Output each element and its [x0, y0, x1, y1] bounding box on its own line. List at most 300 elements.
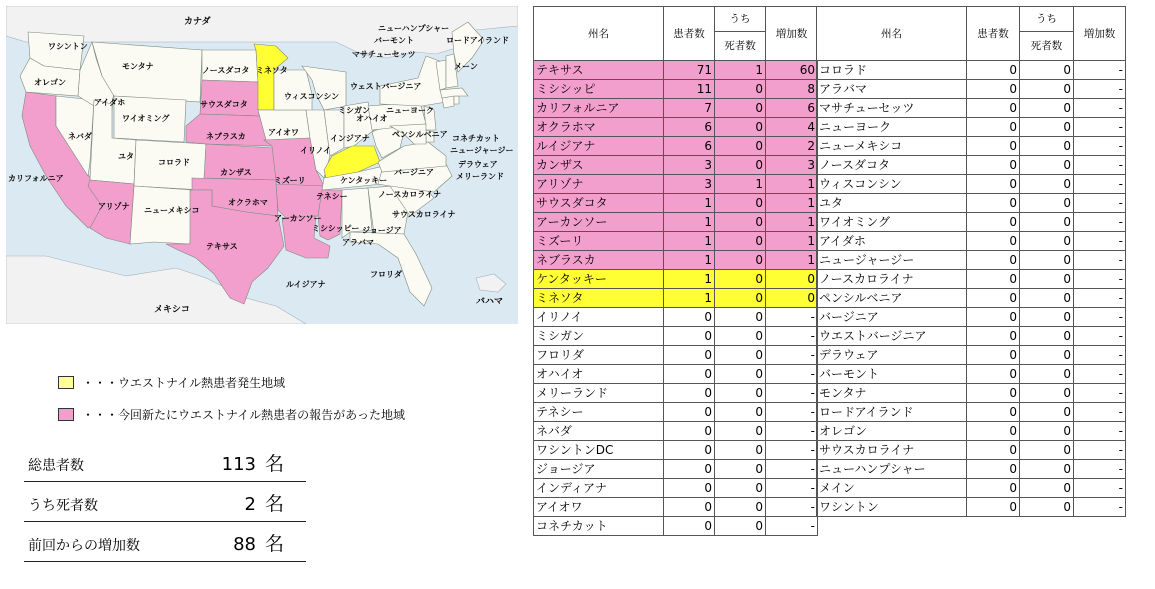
- map-label-new-mexico: ニューメキシコ: [144, 206, 200, 215]
- deaths-cell: 0: [1020, 175, 1074, 194]
- map-label-delaware: デラウェア: [458, 160, 498, 169]
- increase-cell: -: [766, 441, 818, 460]
- state-cell: ウエストバージニア: [817, 327, 967, 346]
- deaths-cell: 0: [715, 156, 766, 175]
- map-label-oregon: オレゴン: [34, 78, 66, 87]
- deaths-cell: 0: [715, 118, 766, 137]
- increase-cell: -: [766, 479, 818, 498]
- patients-cell: 0: [664, 403, 715, 422]
- table-row: [534, 289, 818, 308]
- map-label-california: カリフォルニア: [8, 174, 64, 183]
- table-row: [534, 365, 818, 384]
- increase-cell: -: [766, 460, 818, 479]
- map-label-colorado: コロラド: [158, 158, 190, 167]
- increase-cell: -: [1074, 80, 1126, 99]
- increase-cell: 1: [766, 251, 818, 270]
- increase-cell: -: [1074, 365, 1126, 384]
- patients-cell: 0: [664, 308, 715, 327]
- table-row: [817, 118, 1126, 137]
- patients-cell: 0: [967, 498, 1020, 517]
- map-label-missouri: ミズーリ: [274, 176, 306, 185]
- map-label-north-dakota: ノースダコタ: [202, 66, 250, 75]
- patients-cell: 0: [967, 422, 1020, 441]
- table-row: [817, 156, 1126, 175]
- patients-cell: 0: [664, 517, 715, 536]
- table-row: [817, 232, 1126, 251]
- map-label-alabama: アラバマ: [342, 238, 374, 247]
- table-row: [817, 346, 1126, 365]
- state-rhode-island: [454, 96, 459, 104]
- legend-swatch-new: [58, 408, 74, 421]
- map-label-connecticut: コネチカット: [452, 134, 500, 143]
- patients-cell: 0: [664, 384, 715, 403]
- table-row: [534, 99, 818, 118]
- patients-cell: 0: [664, 422, 715, 441]
- increase-cell: -: [1074, 441, 1126, 460]
- header-increase: 増加数: [1074, 7, 1126, 61]
- increase-cell: 3: [766, 156, 818, 175]
- deaths-cell: 0: [1020, 80, 1074, 99]
- state-new-mexico: [130, 186, 192, 244]
- patients-cell: 0: [967, 308, 1020, 327]
- deaths-cell: 0: [1020, 156, 1074, 175]
- state-cell: ロードアイランド: [817, 403, 967, 422]
- deaths-cell: 0: [715, 308, 766, 327]
- deaths-cell: 0: [715, 384, 766, 403]
- header-deaths: 死者数: [1020, 32, 1074, 61]
- state-south-dakota: [200, 80, 260, 116]
- patients-cell: 0: [967, 61, 1020, 80]
- header-deaths: 死者数: [715, 32, 766, 61]
- totals-row-patients: [24, 442, 306, 482]
- increase-cell: 6: [766, 99, 818, 118]
- map-label-kansas: カンザス: [220, 168, 252, 177]
- deaths-cell: 0: [1020, 479, 1074, 498]
- header-state: 州名: [817, 7, 967, 61]
- map-label-idaho: アイダホ: [94, 98, 126, 107]
- state-cell: ネブラスカ: [534, 251, 664, 270]
- state-cell: ルイジアナ: [534, 137, 664, 156]
- patients-cell: 0: [967, 118, 1020, 137]
- state-cell: アイダホ: [817, 232, 967, 251]
- map-label-new-jersey: ニュージャージー: [450, 146, 514, 155]
- table-row: [817, 441, 1126, 460]
- deaths-cell: 0: [1020, 403, 1074, 422]
- map-label-massachusetts: マサチューセッツ: [352, 50, 416, 59]
- totals-label: うち死者数: [28, 498, 98, 514]
- map-label-ohio: オハイオ: [356, 114, 388, 123]
- state-cell: インディアナ: [534, 479, 664, 498]
- table-row: [817, 137, 1126, 156]
- state-cell: ワシントンDC: [534, 441, 664, 460]
- map-label-bahamas: バハマ: [476, 297, 504, 307]
- deaths-cell: 0: [715, 251, 766, 270]
- state-cell: ワイオミング: [817, 213, 967, 232]
- table-row: [534, 61, 818, 80]
- map-label-nevada: ネバダ: [68, 132, 92, 141]
- map-label-wisconsin: ウィスコンシン: [284, 92, 340, 101]
- state-cell: テキサス: [534, 61, 664, 80]
- table-row: [534, 270, 818, 289]
- deaths-cell: 0: [715, 403, 766, 422]
- table-row: [817, 460, 1126, 479]
- map-label-oklahoma: オクラホマ: [228, 198, 268, 207]
- table-row: [534, 460, 818, 479]
- patients-cell: 0: [967, 365, 1020, 384]
- us-map: [6, 6, 518, 324]
- patients-cell: 0: [967, 327, 1020, 346]
- patients-cell: 11: [664, 80, 715, 99]
- table-row: [817, 213, 1126, 232]
- deaths-cell: 0: [715, 498, 766, 517]
- table-row: [817, 479, 1126, 498]
- table-row: [534, 441, 818, 460]
- map-label-west-virginia: ウェストバージニア: [350, 82, 422, 91]
- increase-cell: -: [766, 498, 818, 517]
- increase-cell: -: [1074, 308, 1126, 327]
- increase-cell: 0: [766, 270, 818, 289]
- increase-cell: -: [1074, 175, 1126, 194]
- table-row: [817, 194, 1126, 213]
- state-cell: ミシシッピ: [534, 80, 664, 99]
- header-state: 州名: [534, 7, 664, 61]
- state-cell: ニュージャージー: [817, 251, 967, 270]
- map-label-wyoming: ワイオミング: [122, 114, 170, 123]
- state-cell: モンタナ: [817, 384, 967, 403]
- patients-cell: 0: [967, 80, 1020, 99]
- map-label-minnesota: ミネソタ: [256, 66, 288, 75]
- table-row: [534, 232, 818, 251]
- deaths-cell: 1: [715, 175, 766, 194]
- totals-row-increase: [24, 522, 306, 562]
- header-of-which: うち: [715, 7, 766, 32]
- table-row: [534, 422, 818, 441]
- increase-cell: -: [1074, 479, 1126, 498]
- table-row: [534, 80, 818, 99]
- deaths-cell: 0: [715, 346, 766, 365]
- state-cell: ワシントン: [817, 498, 967, 517]
- state-cell: ニューハンプシャー: [817, 460, 967, 479]
- state-cell: カンザス: [534, 156, 664, 175]
- state-cell: ユタ: [817, 194, 967, 213]
- table-row: [817, 422, 1126, 441]
- patients-cell: 0: [967, 194, 1020, 213]
- deaths-cell: 0: [715, 460, 766, 479]
- state-cell: アーカンソー: [534, 213, 664, 232]
- map-label-arkansas: アーカンソー: [274, 214, 322, 223]
- patients-cell: 0: [967, 156, 1020, 175]
- deaths-cell: 0: [1020, 232, 1074, 251]
- state-cell: イリノイ: [534, 308, 664, 327]
- legend-occurred: [58, 373, 285, 391]
- increase-cell: -: [1074, 251, 1126, 270]
- state-cell: アイオワ: [534, 498, 664, 517]
- patients-cell: 0: [664, 346, 715, 365]
- deaths-cell: 0: [1020, 365, 1074, 384]
- deaths-cell: 0: [715, 232, 766, 251]
- state-cell: ネバダ: [534, 422, 664, 441]
- patients-cell: 6: [664, 118, 715, 137]
- increase-cell: -: [766, 365, 818, 384]
- deaths-cell: 0: [715, 479, 766, 498]
- state-cell: フロリダ: [534, 346, 664, 365]
- deaths-cell: 0: [1020, 441, 1074, 460]
- map-label-iowa: アイオワ: [268, 128, 300, 137]
- state-cell: サウスカロライナ: [817, 441, 967, 460]
- deaths-cell: 0: [1020, 289, 1074, 308]
- increase-cell: -: [766, 384, 818, 403]
- state-cell: オクラホマ: [534, 118, 664, 137]
- increase-cell: -: [766, 517, 818, 536]
- legend-new: [58, 405, 405, 423]
- table-row: [817, 403, 1126, 422]
- patients-cell: 1: [664, 232, 715, 251]
- patients-cell: 0: [967, 251, 1020, 270]
- increase-cell: -: [1074, 213, 1126, 232]
- map-label-north-carolina: ノースカロライナ: [378, 190, 442, 199]
- deaths-cell: 0: [1020, 61, 1074, 80]
- map-label-florida: フロリダ: [370, 270, 402, 279]
- patients-cell: 0: [967, 460, 1020, 479]
- cases-table-right: [816, 6, 1126, 517]
- increase-cell: -: [1074, 460, 1126, 479]
- table-row: [534, 175, 818, 194]
- deaths-cell: 0: [715, 213, 766, 232]
- table-row: [817, 365, 1126, 384]
- increase-cell: -: [1074, 99, 1126, 118]
- map-label-virginia: バージニア: [394, 168, 434, 177]
- deaths-cell: 0: [715, 80, 766, 99]
- table-row: [534, 137, 818, 156]
- totals-label: 前回からの増加数: [28, 538, 140, 554]
- increase-cell: -: [1074, 327, 1126, 346]
- deaths-cell: 0: [715, 137, 766, 156]
- patients-cell: 0: [967, 270, 1020, 289]
- increase-cell: -: [1074, 61, 1126, 80]
- increase-cell: 1: [766, 232, 818, 251]
- increase-cell: -: [766, 327, 818, 346]
- patients-cell: 0: [967, 137, 1020, 156]
- deaths-cell: 0: [1020, 137, 1074, 156]
- state-cell: メイン: [817, 479, 967, 498]
- table-row: [817, 99, 1126, 118]
- table-row: [534, 384, 818, 403]
- deaths-cell: 0: [1020, 270, 1074, 289]
- patients-cell: 3: [664, 156, 715, 175]
- header-patients: 患者数: [967, 7, 1020, 61]
- table-row: [534, 517, 818, 536]
- increase-cell: 1: [766, 194, 818, 213]
- deaths-cell: 0: [715, 517, 766, 536]
- map-label-rhode-island: ロードアイランド: [446, 36, 510, 45]
- deaths-cell: 0: [1020, 498, 1074, 517]
- deaths-cell: 0: [715, 194, 766, 213]
- state-nebraska: [186, 114, 272, 146]
- state-cell: コネチカット: [534, 517, 664, 536]
- patients-cell: 0: [967, 289, 1020, 308]
- map-label-indiana: インジアナ: [330, 134, 370, 143]
- increase-cell: -: [766, 403, 818, 422]
- increase-cell: -: [1074, 384, 1126, 403]
- state-cell: ノースダコタ: [817, 156, 967, 175]
- state-cell: マサチューセッツ: [817, 99, 967, 118]
- patients-cell: 0: [967, 213, 1020, 232]
- state-cell: バージニア: [817, 308, 967, 327]
- patients-cell: 1: [664, 289, 715, 308]
- table-row: [534, 251, 818, 270]
- deaths-cell: 0: [1020, 194, 1074, 213]
- legend-swatch-occurred: [58, 376, 74, 389]
- map-label-louisiana: ルイジアナ: [286, 280, 326, 289]
- map-label-arizona: アリゾナ: [98, 202, 130, 211]
- patients-cell: 1: [664, 251, 715, 270]
- deaths-cell: 0: [1020, 251, 1074, 270]
- deaths-cell: 0: [715, 99, 766, 118]
- table-row: [534, 498, 818, 517]
- state-cell: テネシー: [534, 403, 664, 422]
- increase-cell: -: [1074, 346, 1126, 365]
- state-cell: カリフォルニア: [534, 99, 664, 118]
- deaths-cell: 0: [1020, 346, 1074, 365]
- increase-cell: -: [1074, 232, 1126, 251]
- state-cell: ミズーリ: [534, 232, 664, 251]
- table-row: [534, 194, 818, 213]
- state-cell: サウスダコタ: [534, 194, 664, 213]
- map-label-south-dakota: サウスダコタ: [200, 100, 248, 109]
- patients-cell: 0: [967, 441, 1020, 460]
- deaths-cell: 0: [1020, 384, 1074, 403]
- table-row: [534, 479, 818, 498]
- state-cell: ミネソタ: [534, 289, 664, 308]
- table-row: [817, 384, 1126, 403]
- table-row: [817, 251, 1126, 270]
- state-cell: バーモント: [817, 365, 967, 384]
- increase-cell: 60: [766, 61, 818, 80]
- table-row: [534, 403, 818, 422]
- header-increase: 増加数: [766, 7, 818, 61]
- deaths-cell: 0: [715, 327, 766, 346]
- deaths-cell: 1: [715, 61, 766, 80]
- deaths-cell: 0: [715, 270, 766, 289]
- increase-cell: -: [766, 346, 818, 365]
- state-cell: メリーランド: [534, 384, 664, 403]
- map-label-illinois: イリノイ: [300, 146, 331, 155]
- patients-cell: 71: [664, 61, 715, 80]
- deaths-cell: 0: [715, 365, 766, 384]
- table-row: [534, 308, 818, 327]
- state-cell: コロラド: [817, 61, 967, 80]
- deaths-cell: 0: [715, 422, 766, 441]
- totals-unit: 名: [264, 453, 284, 475]
- patients-cell: 0: [967, 232, 1020, 251]
- table-row: [817, 175, 1126, 194]
- map-label-nebraska: ネブラスカ: [206, 132, 246, 141]
- patients-cell: 0: [664, 498, 715, 517]
- table-row: [817, 289, 1126, 308]
- patients-cell: 6: [664, 137, 715, 156]
- state-cell: ニューヨーク: [817, 118, 967, 137]
- increase-cell: 4: [766, 118, 818, 137]
- us-map-graphic: [6, 6, 518, 324]
- map-label-canada: カナダ: [184, 17, 211, 27]
- patients-cell: 0: [967, 346, 1020, 365]
- patients-cell: 3: [664, 175, 715, 194]
- patients-cell: 0: [967, 384, 1020, 403]
- deaths-cell: 0: [1020, 460, 1074, 479]
- map-label-south-carolina: サウスカロライナ: [392, 210, 456, 219]
- map-label-mississippi: ミシシッピー: [312, 224, 360, 233]
- map-label-texas: テキサス: [206, 242, 238, 251]
- patients-cell: 0: [664, 365, 715, 384]
- deaths-cell: 0: [1020, 327, 1074, 346]
- state-cell: オレゴン: [817, 422, 967, 441]
- state-cell: ノースカロライナ: [817, 270, 967, 289]
- deaths-cell: 0: [1020, 308, 1074, 327]
- patients-cell: 0: [967, 175, 1020, 194]
- header-patients: 患者数: [664, 7, 715, 61]
- deaths-cell: 0: [1020, 422, 1074, 441]
- patients-cell: 0: [967, 479, 1020, 498]
- increase-cell: -: [1074, 422, 1126, 441]
- patients-cell: 1: [664, 213, 715, 232]
- table-row: [817, 80, 1126, 99]
- table-row: [817, 327, 1126, 346]
- patients-cell: 0: [664, 460, 715, 479]
- state-cell: デラウェア: [817, 346, 967, 365]
- deaths-cell: 0: [715, 289, 766, 308]
- table-row: [534, 118, 818, 137]
- header-of-which: うち: [1020, 7, 1074, 32]
- increase-cell: 2: [766, 137, 818, 156]
- state-cell: オハイオ: [534, 365, 664, 384]
- cases-table-left: [533, 6, 818, 536]
- table-row: [817, 61, 1126, 80]
- increase-cell: -: [1074, 194, 1126, 213]
- map-label-maryland: メリーランド: [456, 172, 504, 181]
- increase-cell: -: [1074, 156, 1126, 175]
- state-cell: アリゾナ: [534, 175, 664, 194]
- table-row: [534, 346, 818, 365]
- state-cell: ペンシルベニア: [817, 289, 967, 308]
- patients-cell: 1: [664, 270, 715, 289]
- map-label-georgia: ジョージア: [362, 226, 402, 235]
- patients-cell: 0: [664, 479, 715, 498]
- table-row: [817, 308, 1126, 327]
- increase-cell: 1: [766, 213, 818, 232]
- table-row: [534, 213, 818, 232]
- map-label-washington: ワシントン: [48, 42, 88, 51]
- map-label-utah: ユタ: [118, 152, 134, 161]
- state-cell: ジョージア: [534, 460, 664, 479]
- totals-unit: 名: [264, 533, 284, 555]
- increase-cell: -: [1074, 498, 1126, 517]
- increase-cell: -: [766, 308, 818, 327]
- increase-cell: -: [1074, 137, 1126, 156]
- state-cell: ニューメキシコ: [817, 137, 967, 156]
- table-row: [534, 156, 818, 175]
- totals-row-deaths: [24, 482, 306, 522]
- totals-value: 2: [244, 494, 256, 515]
- patients-cell: 0: [664, 441, 715, 460]
- table-row: [817, 498, 1126, 517]
- legend-occurred-label: ・・・ウエストナイル熱患者発生地域: [82, 375, 286, 390]
- increase-cell: -: [1074, 118, 1126, 137]
- map-label-vermont: バーモント: [374, 36, 414, 45]
- deaths-cell: 0: [1020, 99, 1074, 118]
- state-cell: ウィスコンシン: [817, 175, 967, 194]
- state-cell: アラバマ: [817, 80, 967, 99]
- state-arkansas: [276, 184, 324, 218]
